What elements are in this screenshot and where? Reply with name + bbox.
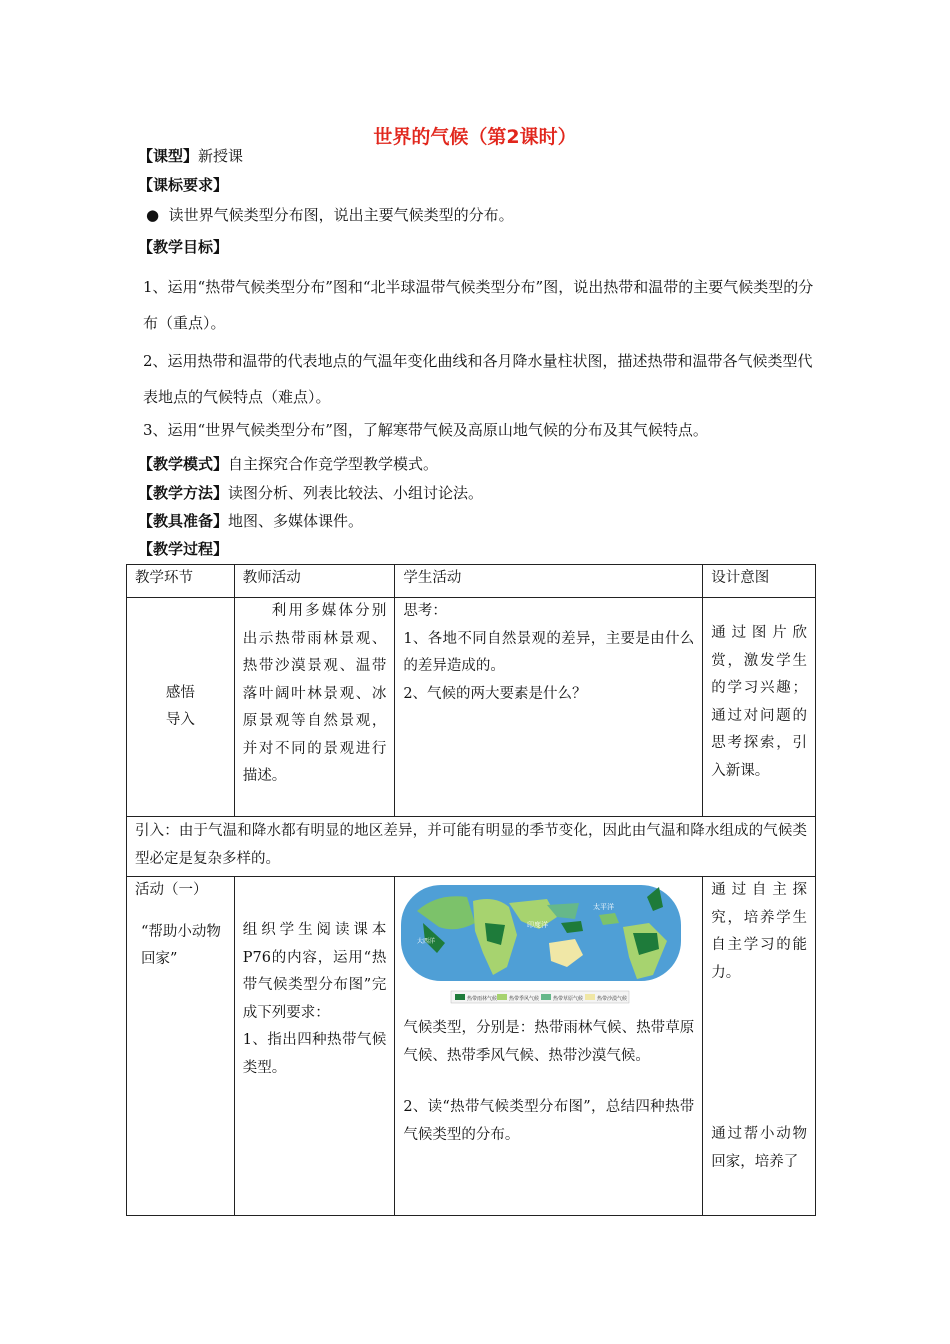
legend-savanna: 热带草原气候 <box>553 996 584 1002</box>
header-teacher: 教师活动 <box>234 565 395 598</box>
stage-cell <box>127 598 235 817</box>
objective-3: 3、运用“世界气候类型分布”图，了解寒带气候及高原山地气候的分布及其气候特点。 <box>143 421 708 439</box>
tools-line <box>138 510 363 532</box>
method-value: 读图分析、列表比较法、小组讨论法。 <box>228 484 484 502</box>
process-heading: 【教学过程】 <box>138 540 229 558</box>
map-label-indian-ocean: 印度洋 <box>527 921 549 929</box>
student-line-1: 1、各地不同自然景观的差异，主要是由什么的差异造成的。 <box>403 630 695 674</box>
intent-cell: 通过图片欣赏，激发学生的学习兴趣；通过对问题的思考探索，引入新课。 <box>703 598 816 817</box>
stage-cell-2 <box>127 877 235 1216</box>
intent-cell-2 <box>703 877 816 1216</box>
student-cell <box>395 598 703 817</box>
stage2-line-2: “帮助小动物回家” <box>141 923 221 967</box>
stage-line-1: 感悟 <box>165 684 195 701</box>
student2-line-1: 气候类型，分别是：热带雨林气候、热带草原气候、热带季风气候、热带沙漠气候。 <box>403 1020 695 1064</box>
table-row <box>127 817 816 877</box>
legend-desert: 热带沙漠气候 <box>597 996 628 1002</box>
tools-label: 【教具准备】 <box>138 512 229 530</box>
student-line-0: 思考： <box>403 603 447 619</box>
lesson-type-label: 【课型】 <box>138 147 199 165</box>
lesson-type-value: 新授课 <box>198 147 244 165</box>
objective-2: 2、运用热带和温带的代表地点的气温年变化曲线和各月降水量柱状图，描述热带和温带各气候类型代表地点的气候特点（难点）。 <box>143 352 813 406</box>
student-cell-2 <box>395 877 703 1216</box>
standard-text: 读世界气候类型分布图，说出主要气候类型的分布。 <box>168 206 514 224</box>
tropical-climate-map <box>397 883 685 1009</box>
stage2-line-1: 活动（一） <box>135 882 208 898</box>
teacher2-line-1: 组织学生阅读课本P76的内容，运用“热带气候类型分布图”完成下列要求： <box>242 922 387 1021</box>
method-line <box>138 482 483 504</box>
method-label: 【教学方法】 <box>138 484 229 502</box>
bullet-icon: ● <box>146 206 160 224</box>
standard-item <box>146 204 514 226</box>
objective-1: 1、运用“热带气候类型分布”图和“北半球温带气候类型分布”图，说出热带和温带的主要气候类型的分布（重点）。 <box>143 278 814 332</box>
teacher2-line-2: 1、指出四种热带气候类型。 <box>242 1032 387 1076</box>
table-row <box>127 877 816 1216</box>
legend-monsoon: 热带季风气候 <box>509 996 540 1002</box>
process-table <box>126 564 816 1216</box>
standard-heading: 【课标要求】 <box>138 176 229 194</box>
table-header-row <box>127 565 816 598</box>
teacher-cell-2 <box>234 877 395 1216</box>
map-label-pacific: 太平洋 <box>593 903 615 911</box>
map-label-atlantic: 大西洋 <box>417 938 436 945</box>
objectives-heading: 【教学目标】 <box>138 238 229 256</box>
intent2-line-1: 通过自主探究，培养学生自主学习的能力。 <box>711 882 807 981</box>
header-student: 学生活动 <box>395 565 703 598</box>
mode-label: 【教学模式】 <box>138 455 229 473</box>
student2-line-2: 2、读“热带气候类型分布图”，总结四种热带气候类型的分布。 <box>403 1099 695 1143</box>
legend-rainforest: 热带雨林气候 <box>467 996 498 1002</box>
stage-line-2: 导入 <box>165 712 195 728</box>
page-title: 世界的气候（第2课时） <box>373 126 577 148</box>
mode-value: 自主探究合作竞学型教学模式。 <box>228 455 439 473</box>
mode-line <box>138 453 438 475</box>
table-row <box>127 598 816 817</box>
intent2-line-2: 通过帮小动物回家，培养了 <box>711 1126 807 1170</box>
student-line-2: 2、气候的两大要素是什么？ <box>403 685 587 702</box>
header-intent: 设计意图 <box>703 565 816 598</box>
teacher-cell: 利用多媒体分别出示热带雨林景观、热带沙漠景观、温带落叶阔叶林景观、冰原景观等自然景观，并对不同的景观进行描述。 <box>234 598 395 817</box>
tools-value: 地图、多媒体课件。 <box>228 512 364 530</box>
header-stage: 教学环节 <box>127 565 235 598</box>
lesson-type <box>138 145 243 167</box>
intro-cell: 引入：由于气温和降水都有明显的地区差异，并可能有明显的季节变化，因此由气温和降水组成的气候类型必定是复杂多样的。 <box>127 817 816 877</box>
